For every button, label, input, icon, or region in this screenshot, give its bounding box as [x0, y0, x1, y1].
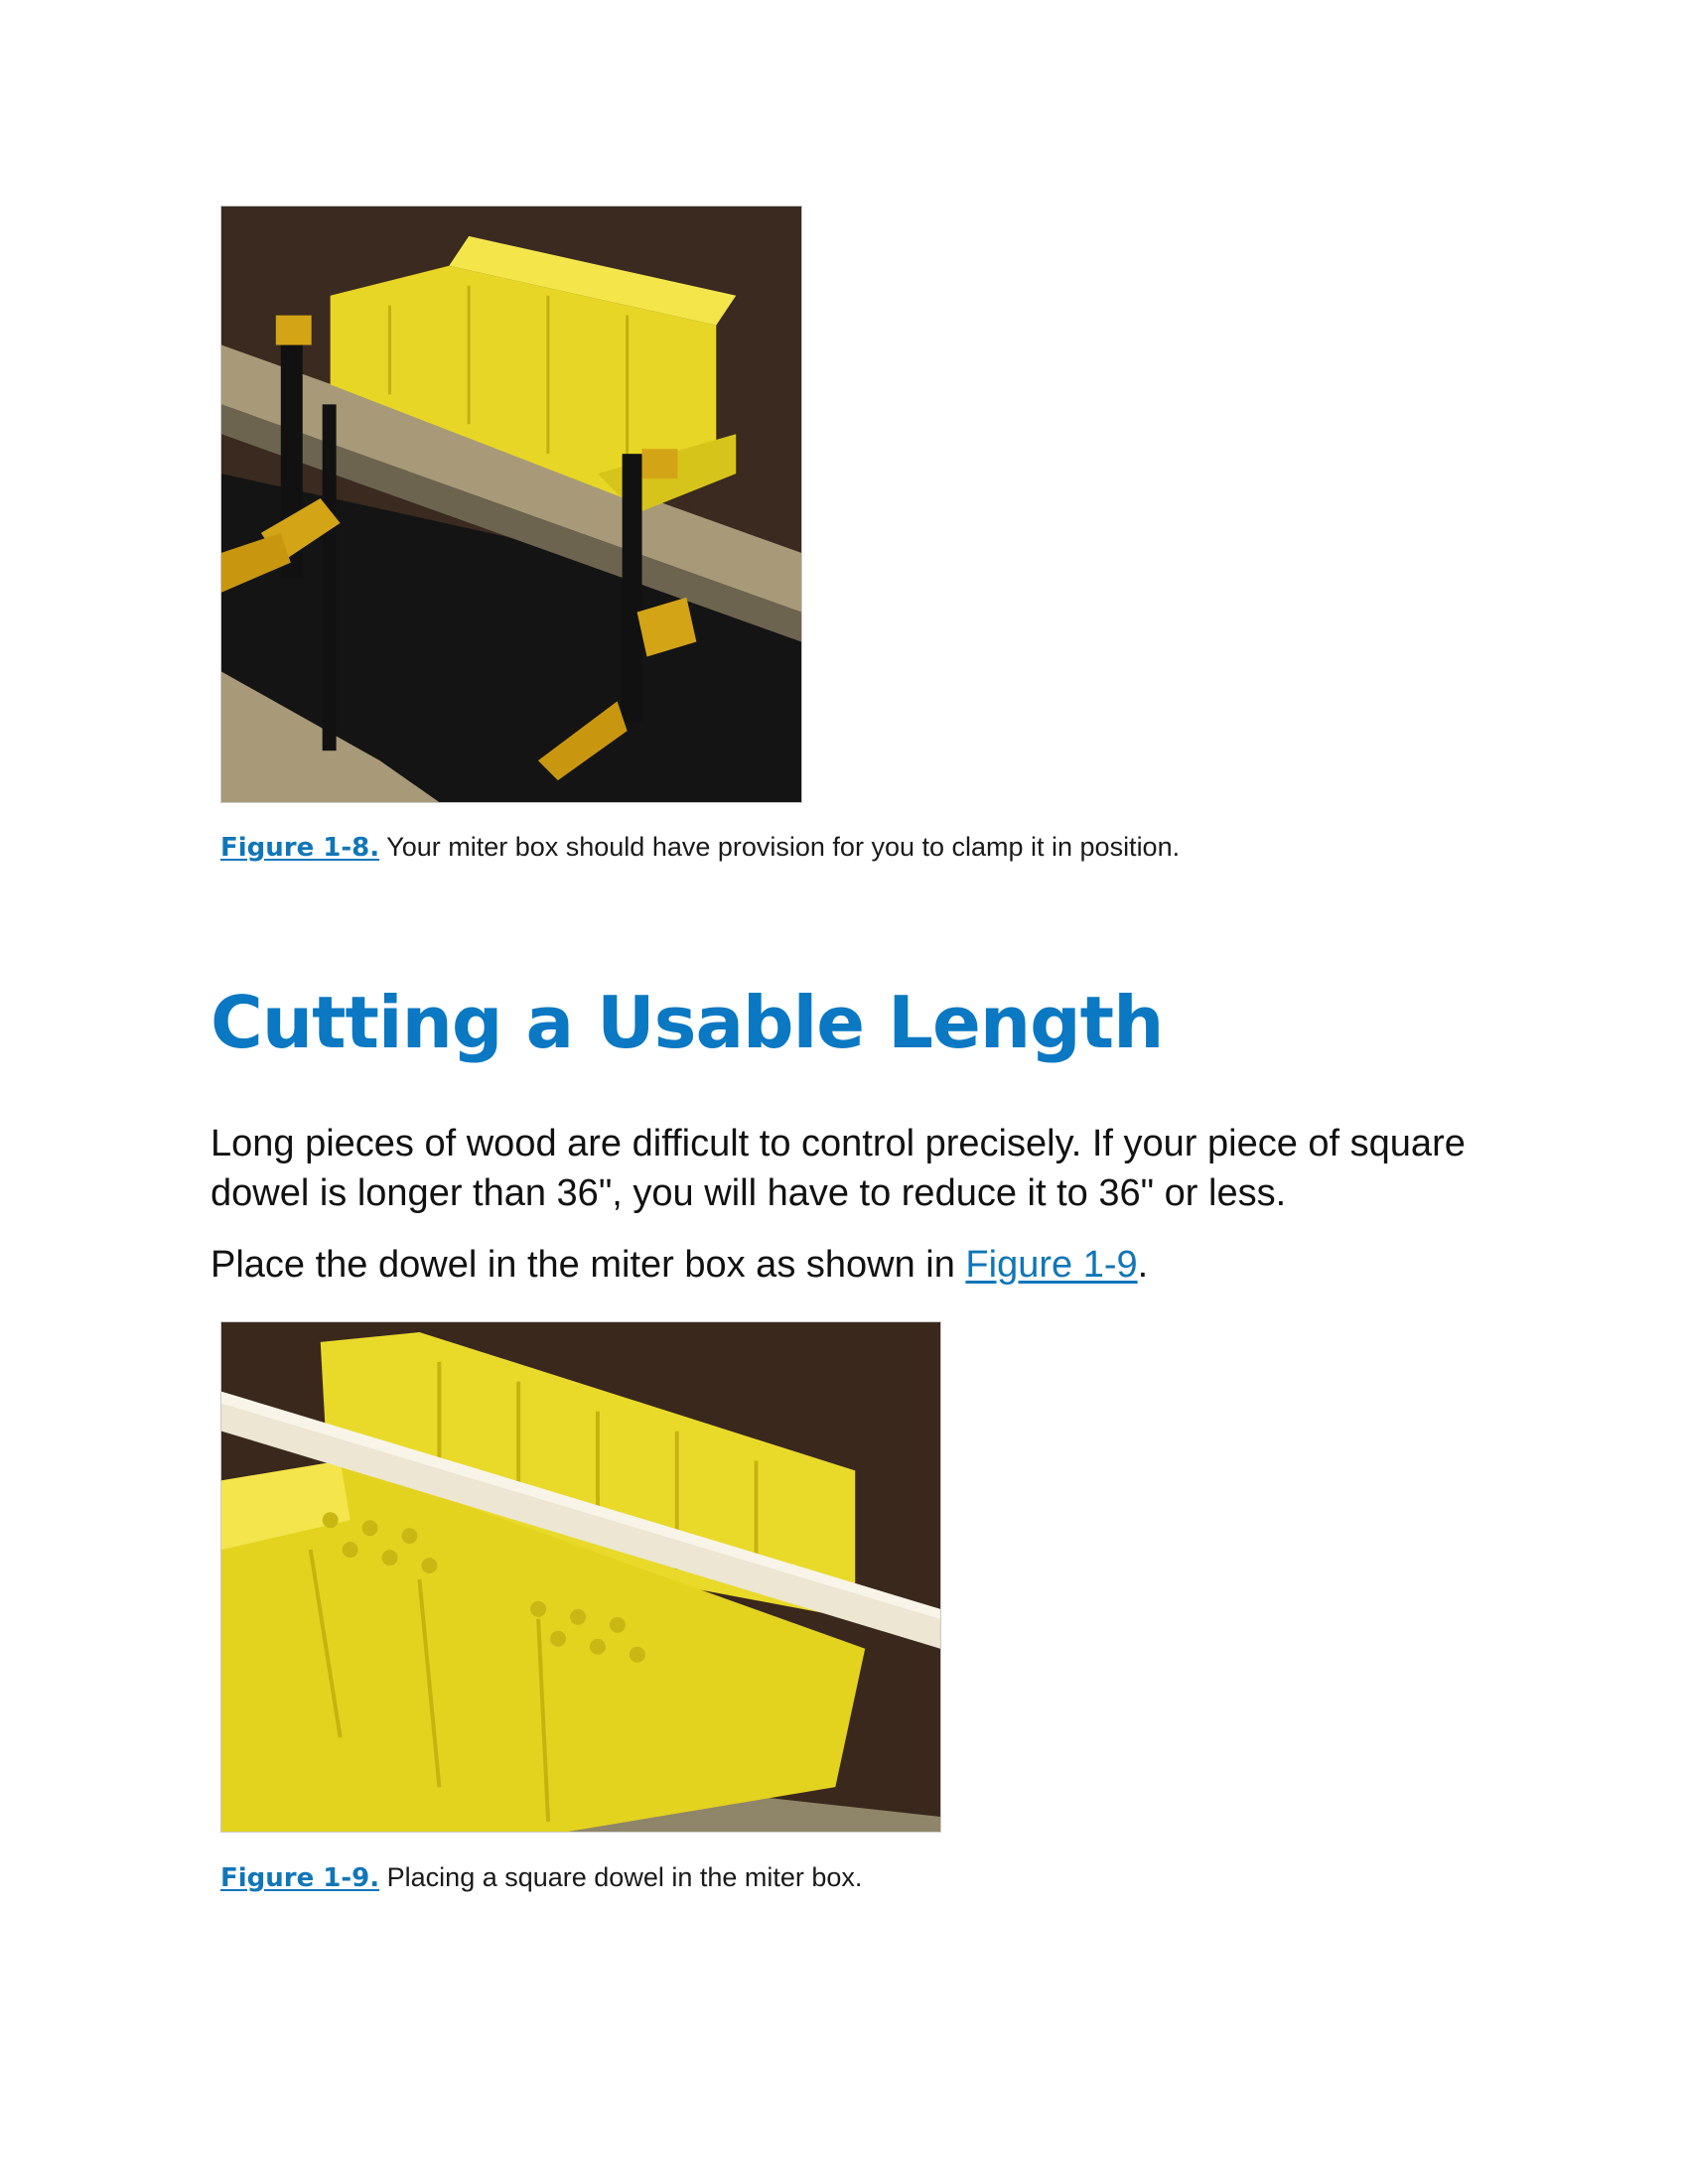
figure-1-8-caption-text: Your miter box should have provision for you to clamp it in position.	[379, 832, 1181, 862]
paragraph-place-dowel	[211, 1240, 1148, 1290]
dowel-in-miter-box-illustration	[221, 1322, 940, 1832]
section-heading: Cutting a Usable Length	[211, 981, 1164, 1064]
figure-1-9-caption	[220, 1862, 862, 1893]
figure-1-8-link[interactable]: Figure 1-8.	[220, 833, 380, 863]
paragraph-place-dowel-end: .	[1137, 1244, 1149, 1286]
figure-1-9-link[interactable]: Figure 1-9.	[220, 1863, 380, 1893]
figure-1-8-caption	[220, 832, 1180, 863]
figure-1-9-photo	[220, 1321, 941, 1833]
figure-1-9-inline-link[interactable]: Figure 1-9	[965, 1244, 1138, 1286]
paragraph-dowel-length: Long pieces of wood are difficult to control precisely. If your piece of square dowel is longer than 36", you will have to reduce it to 36" or less.	[211, 1123, 1466, 1214]
figure-1-8-photo	[220, 205, 802, 803]
figure-1-9-caption-text: Placing a square dowel in the miter box.	[379, 1862, 863, 1892]
miter-box-clamped-illustration	[221, 206, 801, 802]
paragraph-place-dowel-text: Place the dowel in the miter box as shown in	[211, 1244, 966, 1286]
